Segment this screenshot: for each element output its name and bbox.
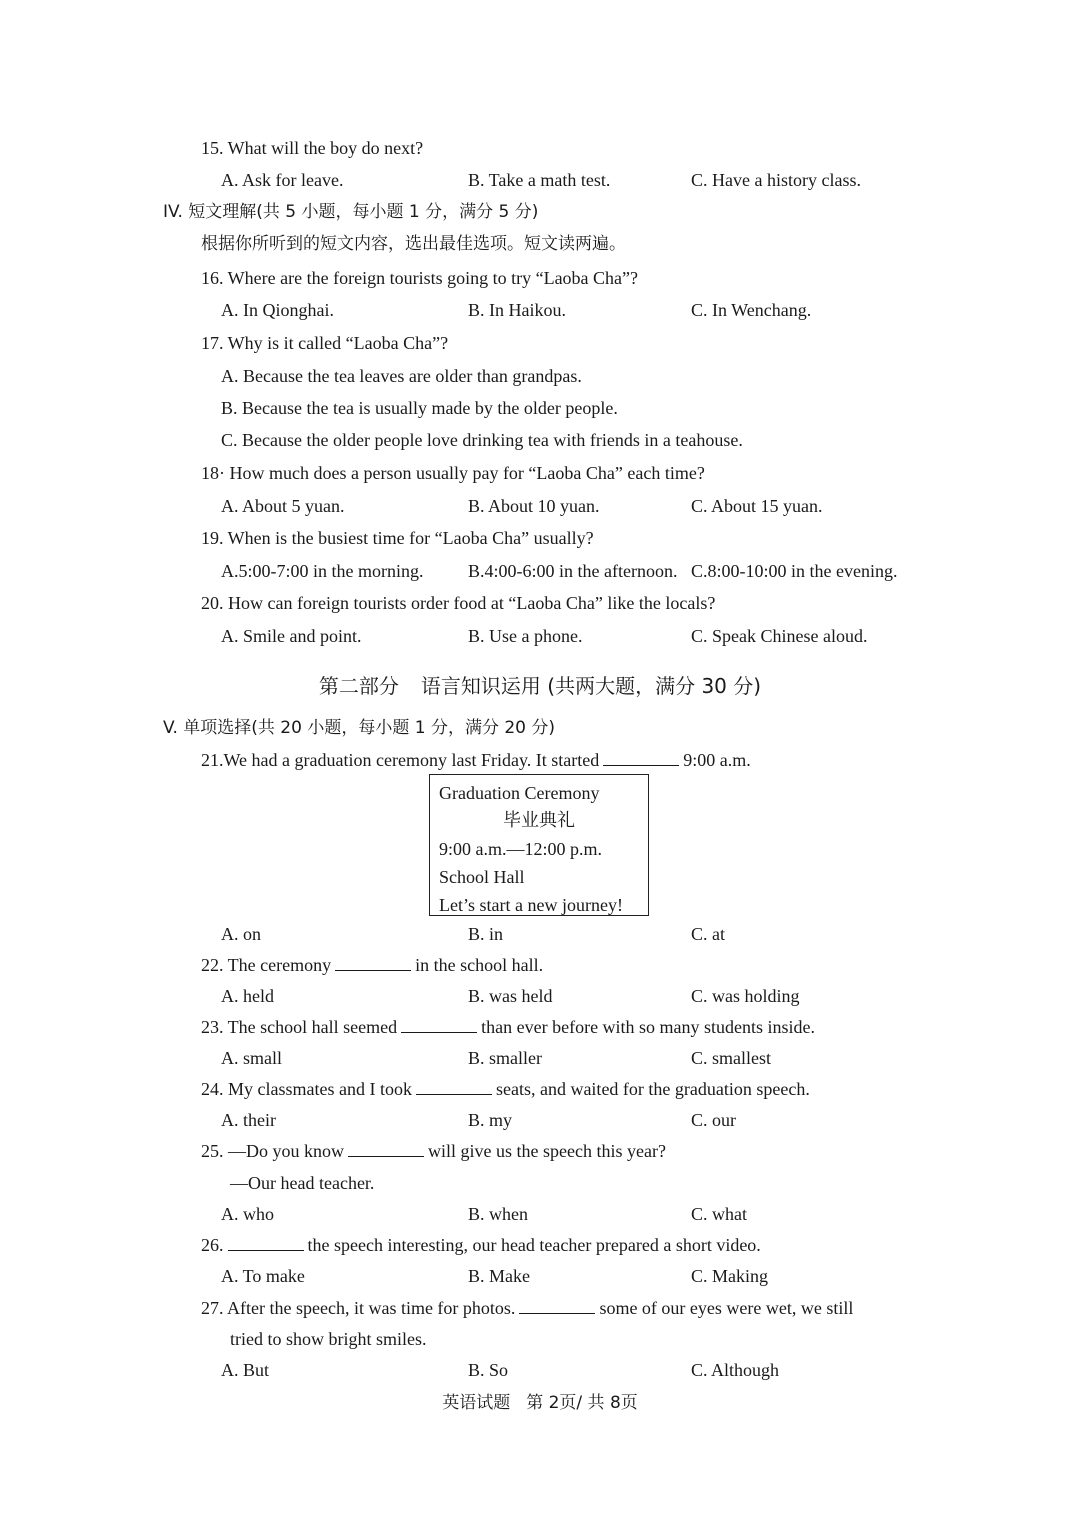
question-26-stem-pre: 26. xyxy=(201,1235,224,1255)
question-15-option-c: C. Have a history class. xyxy=(691,170,861,190)
question-20-option-b: B. Use a phone. xyxy=(468,626,583,646)
question-22-stem-post: in the school hall. xyxy=(415,955,544,975)
question-22-option-c: C. was holding xyxy=(691,986,800,1006)
answer-blank xyxy=(335,954,411,971)
question-18-option-a: A. About 5 yuan. xyxy=(221,496,345,516)
part-2-subtitle: 语言知识运用 (共两大题，满分 30 分) xyxy=(420,674,762,698)
question-26-option-a: A. To make xyxy=(221,1266,305,1286)
notice-slogan: Let’s start a new journey! xyxy=(439,895,623,915)
question-25-option-b: B. when xyxy=(468,1204,528,1224)
question-15-option-b: B. Take a math test. xyxy=(468,170,611,190)
question-27-option-c: C. Although xyxy=(691,1360,780,1380)
question-17-stem: 17. Why is it called “Laoba Cha”? xyxy=(201,333,449,353)
question-27-stem-pre: 27. After the speech, it was time for photos. xyxy=(201,1298,516,1318)
question-20-stem: 20. How can foreign tourists order food at “Laoba Cha” like the locals? xyxy=(201,593,716,613)
question-18-stem: 18· How much does a person usually pay for “Laoba Cha” each time? xyxy=(201,463,705,483)
question-23-stem xyxy=(201,1015,815,1039)
part-2-label: 第二部分 xyxy=(318,674,399,698)
question-22-option-a: A. held xyxy=(221,986,274,1006)
question-24-option-c: C. our xyxy=(691,1110,736,1130)
question-19-stem: 19. When is the busiest time for “Laoba Cha” usually? xyxy=(201,528,594,548)
question-22-stem xyxy=(201,953,543,977)
question-23-option-b: B. smaller xyxy=(468,1048,542,1068)
page-footer xyxy=(0,1388,1080,1413)
question-26-option-c: C. Making xyxy=(691,1266,769,1286)
question-20-option-a: A. Smile and point. xyxy=(221,626,362,646)
notice-chinese-title: 毕业典礼 xyxy=(503,810,575,831)
question-27-continuation: tried to show bright smiles. xyxy=(230,1329,427,1349)
answer-blank xyxy=(228,1234,304,1251)
question-21-option-b: B. in xyxy=(468,924,504,944)
question-16-option-a: A. In Qionghai. xyxy=(221,300,334,320)
question-24-option-b: B. my xyxy=(468,1110,513,1130)
question-24-stem-pre: 24. My classmates and I took xyxy=(201,1079,412,1099)
question-17-option-c: C. Because the older people love drinking tea with friends in a teahouse. xyxy=(221,430,743,450)
question-17-option-a: A. Because the tea leaves are older than grandpas. xyxy=(221,366,582,386)
question-16-stem: 16. Where are the foreign tourists going to try “Laoba Cha”? xyxy=(201,268,639,288)
question-18-option-b: B. About 10 yuan. xyxy=(468,496,600,516)
answer-blank xyxy=(348,1140,424,1157)
question-21-stem-pre: 21.We had a graduation ceremony last Friday. It started xyxy=(201,750,600,770)
question-20-option-c: C. Speak Chinese aloud. xyxy=(691,626,868,646)
answer-blank xyxy=(603,749,679,766)
graduation-notice-box xyxy=(429,774,649,916)
answer-blank xyxy=(519,1297,595,1314)
notice-title: Graduation Ceremony xyxy=(439,783,600,803)
answer-blank xyxy=(401,1016,477,1033)
question-22-option-b: B. was held xyxy=(468,986,553,1006)
footer-subject: 英语试题 xyxy=(442,1393,511,1413)
question-19-option-a: A.5:00-7:00 in the morning. xyxy=(221,561,424,581)
question-23-stem-pre: 23. The school hall seemed xyxy=(201,1017,398,1037)
question-26-stem-post: the speech interesting, our head teacher prepared a short video. xyxy=(307,1235,761,1255)
question-26-option-b: B. Make xyxy=(468,1266,530,1286)
question-16-option-c: C. In Wenchang. xyxy=(691,300,812,320)
question-23-option-a: A. small xyxy=(221,1048,282,1068)
question-24-stem-post: seats, and waited for the graduation speech. xyxy=(495,1079,810,1099)
question-23-stem-post: than ever before with so many students inside. xyxy=(481,1017,816,1037)
question-25-option-a: A. who xyxy=(221,1204,274,1224)
question-17-option-b: B. Because the tea is usually made by the older people. xyxy=(221,398,618,418)
question-24-option-a: A. their xyxy=(221,1110,276,1130)
question-27-stem xyxy=(201,1296,853,1320)
footer-page-number: 第 2页/ 共 8页 xyxy=(526,1393,638,1413)
question-21-option-c: C. at xyxy=(691,924,725,944)
answer-blank xyxy=(416,1078,492,1095)
question-19-option-c: C.8:00-10:00 in the evening. xyxy=(691,561,898,581)
question-26-stem xyxy=(201,1233,761,1257)
question-25-reply: —Our head teacher. xyxy=(230,1173,375,1193)
question-23-option-c: C. smallest xyxy=(691,1048,771,1068)
question-24-stem xyxy=(201,1077,810,1101)
section-4-heading: IV. 短文理解(共 5 小题，每小题 1 分，满分 5 分) xyxy=(163,202,539,222)
question-25-option-c: C. what xyxy=(691,1204,747,1224)
question-22-stem-pre: 22. The ceremony xyxy=(201,955,332,975)
question-18-option-c: C. About 15 yuan. xyxy=(691,496,823,516)
notice-time: 9:00 a.m.—12:00 p.m. xyxy=(439,839,602,859)
question-27-option-b: B. So xyxy=(468,1360,509,1380)
question-25-stem-pre: 25. —Do you know xyxy=(201,1141,344,1161)
question-15-option-a: A. Ask for leave. xyxy=(221,170,344,190)
part-2-title xyxy=(0,670,1080,699)
question-15-stem: 15. What will the boy do next? xyxy=(201,138,424,158)
question-21-stem-post: 9:00 a.m. xyxy=(683,750,751,770)
question-21-stem xyxy=(201,748,751,772)
question-21-option-a: A. on xyxy=(221,924,261,944)
section-5-heading: V. 单项选择(共 20 小题，每小题 1 分，满分 20 分) xyxy=(163,718,556,738)
notice-place: School Hall xyxy=(439,867,525,887)
question-16-option-b: B. In Haikou. xyxy=(468,300,566,320)
question-25-stem xyxy=(201,1139,666,1163)
section-4-instruction: 根据你所听到的短文内容，选出最佳选项。短文读两遍。 xyxy=(201,234,626,254)
question-25-stem-post: will give us the speech this year? xyxy=(428,1141,666,1161)
question-27-stem-post: some of our eyes were wet, we still xyxy=(599,1298,854,1318)
question-19-option-b: B.4:00-6:00 in the afternoon. xyxy=(468,561,678,581)
question-27-option-a: A. But xyxy=(221,1360,270,1380)
